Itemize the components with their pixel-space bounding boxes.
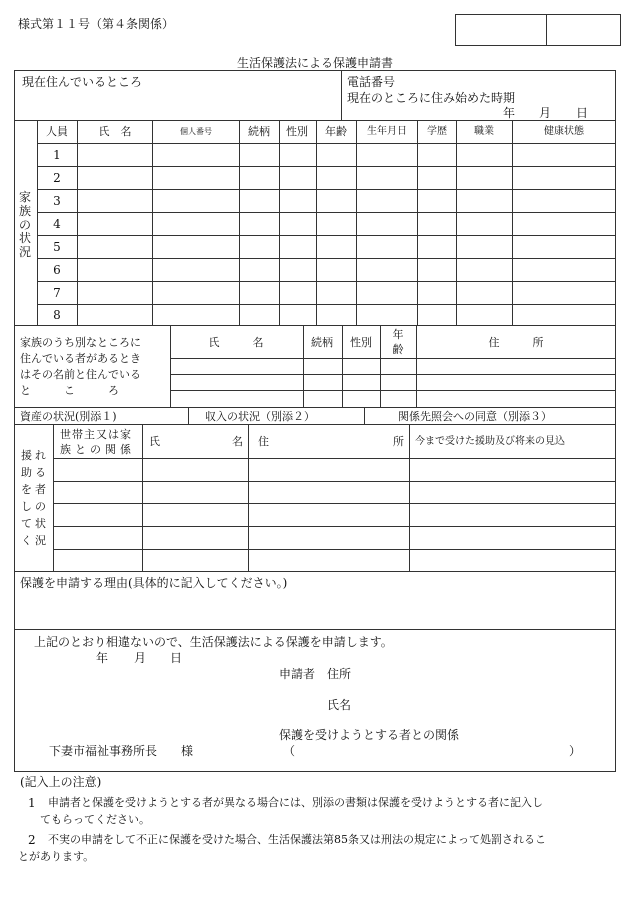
col-line	[380, 325, 381, 407]
support-header-name-2: 名	[232, 435, 243, 448]
row-number: 5	[53, 240, 61, 254]
income-label: 収入の状況（別添２）	[205, 410, 315, 423]
family-side-label: 家 族 の 状 況	[18, 190, 31, 260]
col-line	[512, 120, 513, 325]
support-header-name-1: 氏	[149, 435, 160, 448]
separate-header-age-2: 齢	[392, 343, 404, 356]
header-age: 年齢	[325, 125, 347, 138]
since-month: 月	[539, 106, 552, 120]
col-line	[170, 325, 171, 407]
phone-label: 電話番号	[347, 75, 396, 89]
col-line	[77, 120, 78, 325]
row-line	[37, 212, 616, 213]
col-line	[279, 120, 280, 325]
row-line	[53, 503, 616, 504]
header-education: 学歴	[427, 126, 447, 137]
col-line	[417, 120, 418, 325]
col-line	[456, 120, 457, 325]
honorific: 様	[181, 744, 194, 758]
notes-title: (記入上の注意)	[20, 775, 102, 789]
separate-label-3: はその名前と住んでいる	[20, 368, 141, 381]
row-line	[37, 281, 616, 282]
col-line	[364, 407, 365, 424]
divider-line	[14, 424, 616, 425]
relation-paren-close: ）	[569, 744, 582, 758]
note-1-number: 1	[28, 796, 36, 810]
consent-label: 関係先照会への同意（別添３）	[398, 410, 552, 423]
row-line	[53, 526, 616, 527]
applicant-name-label: 氏名	[327, 698, 352, 712]
address-divider	[341, 70, 342, 120]
support-side-label: 援れ 助る を者 しの て状 く況	[21, 449, 49, 547]
col-line	[316, 120, 317, 325]
current-address-label: 現在住んでいるところ	[22, 75, 143, 89]
support-header-address-1: 住	[258, 435, 269, 448]
family-side-divider	[37, 120, 38, 325]
row-line	[53, 458, 616, 459]
note-1-line-1: 申請者と保護を受けようとする者が異なる場合には、別添の書類は保護を受けようとする者に記入し	[48, 796, 543, 809]
form-number: 様式第１１号（第４条関係）	[18, 17, 175, 31]
row-number: 7	[53, 286, 61, 300]
support-header-relation-1: 世帯主又は家	[60, 428, 132, 441]
note-2-number: 2	[28, 833, 36, 847]
row-line	[53, 481, 616, 482]
reason-label: 保護を申請する理由(具体的に記入してください。)	[20, 576, 288, 590]
since-day: 日	[576, 106, 589, 120]
row-line	[37, 143, 616, 144]
relation-paren-open: （	[283, 744, 296, 758]
header-name: 氏 名	[98, 125, 132, 138]
stamp-box-divider	[546, 14, 547, 46]
declaration-day: 日	[170, 651, 183, 665]
separate-header-name: 氏 名	[208, 336, 264, 349]
separate-header-sex: 性別	[350, 336, 372, 349]
row-number: 6	[53, 263, 61, 277]
support-header-received: 今まで受けた援助及び将来の見込	[415, 436, 565, 447]
header-health: 健康状態	[544, 126, 584, 137]
row-number: 1	[53, 148, 61, 162]
divider-line	[14, 120, 616, 121]
separate-header-age-1: 年	[392, 328, 404, 341]
since-year: 年	[503, 106, 516, 120]
col-line	[239, 120, 240, 325]
header-persons: 人員	[46, 125, 68, 138]
col-line	[416, 325, 417, 407]
separate-header-address: 住 所	[488, 336, 544, 349]
row-line	[37, 258, 616, 259]
row-line	[170, 358, 616, 359]
relation-label: 保護を受けようとする者との関係	[279, 728, 460, 742]
stamp-box	[455, 14, 621, 46]
assets-label: 資産の状況(別添１)	[20, 410, 117, 423]
row-line	[37, 166, 616, 167]
col-line	[342, 325, 343, 407]
row-line	[37, 304, 616, 305]
row-number: 4	[53, 217, 61, 231]
row-line	[170, 374, 616, 375]
header-birthdate: 生年月日	[367, 126, 407, 137]
note-2-line-1: 不実の申請をして不正に保護を受けた場合、生活保護法第85条又は刑法の規定によって処罰されるこ	[48, 833, 546, 846]
note-2-line-2: とがあります。	[18, 850, 95, 863]
divider-line	[14, 629, 616, 630]
divider-line	[14, 407, 616, 408]
declaration-year: 年	[96, 651, 109, 665]
row-number: 2	[53, 171, 61, 185]
header-occupation: 職業	[474, 126, 494, 137]
declaration-statement: 上記のとおり相違ないので、生活保護法による保護を申請します。	[34, 635, 393, 649]
row-number: 3	[53, 194, 61, 208]
header-sex: 性別	[286, 125, 308, 138]
col-line	[303, 325, 304, 407]
addressee: 下妻市福祉事務所長	[49, 744, 158, 758]
document-title: 生活保護法による保護申請書	[236, 56, 394, 70]
separate-label-4: と こ ろ	[20, 384, 119, 397]
applicant-address-label: 申請者 住所	[279, 667, 352, 681]
row-line	[170, 390, 616, 391]
row-line	[37, 235, 616, 236]
col-line	[188, 407, 189, 424]
support-header-relation-2: 族との関係	[60, 443, 135, 456]
divider-line	[14, 571, 616, 572]
row-line	[53, 549, 616, 550]
separate-header-relation: 続柄	[311, 336, 333, 349]
separate-label-1: 家族のうち別なところに	[20, 336, 141, 349]
support-header-address-2: 所	[393, 435, 404, 448]
header-id-number: 個人番号	[180, 127, 212, 136]
col-line	[356, 120, 357, 325]
header-relation: 続柄	[248, 125, 270, 138]
col-line	[152, 120, 153, 325]
row-number: 8	[53, 308, 61, 322]
note-1-line-2: てもらってください。	[40, 813, 150, 826]
row-line	[37, 189, 616, 190]
declaration-month: 月	[134, 651, 147, 665]
since-label: 現在のところに住み始めた時期	[347, 91, 516, 105]
divider-line	[14, 325, 616, 326]
separate-label-2: 住んでいる者があるとき	[20, 352, 141, 365]
